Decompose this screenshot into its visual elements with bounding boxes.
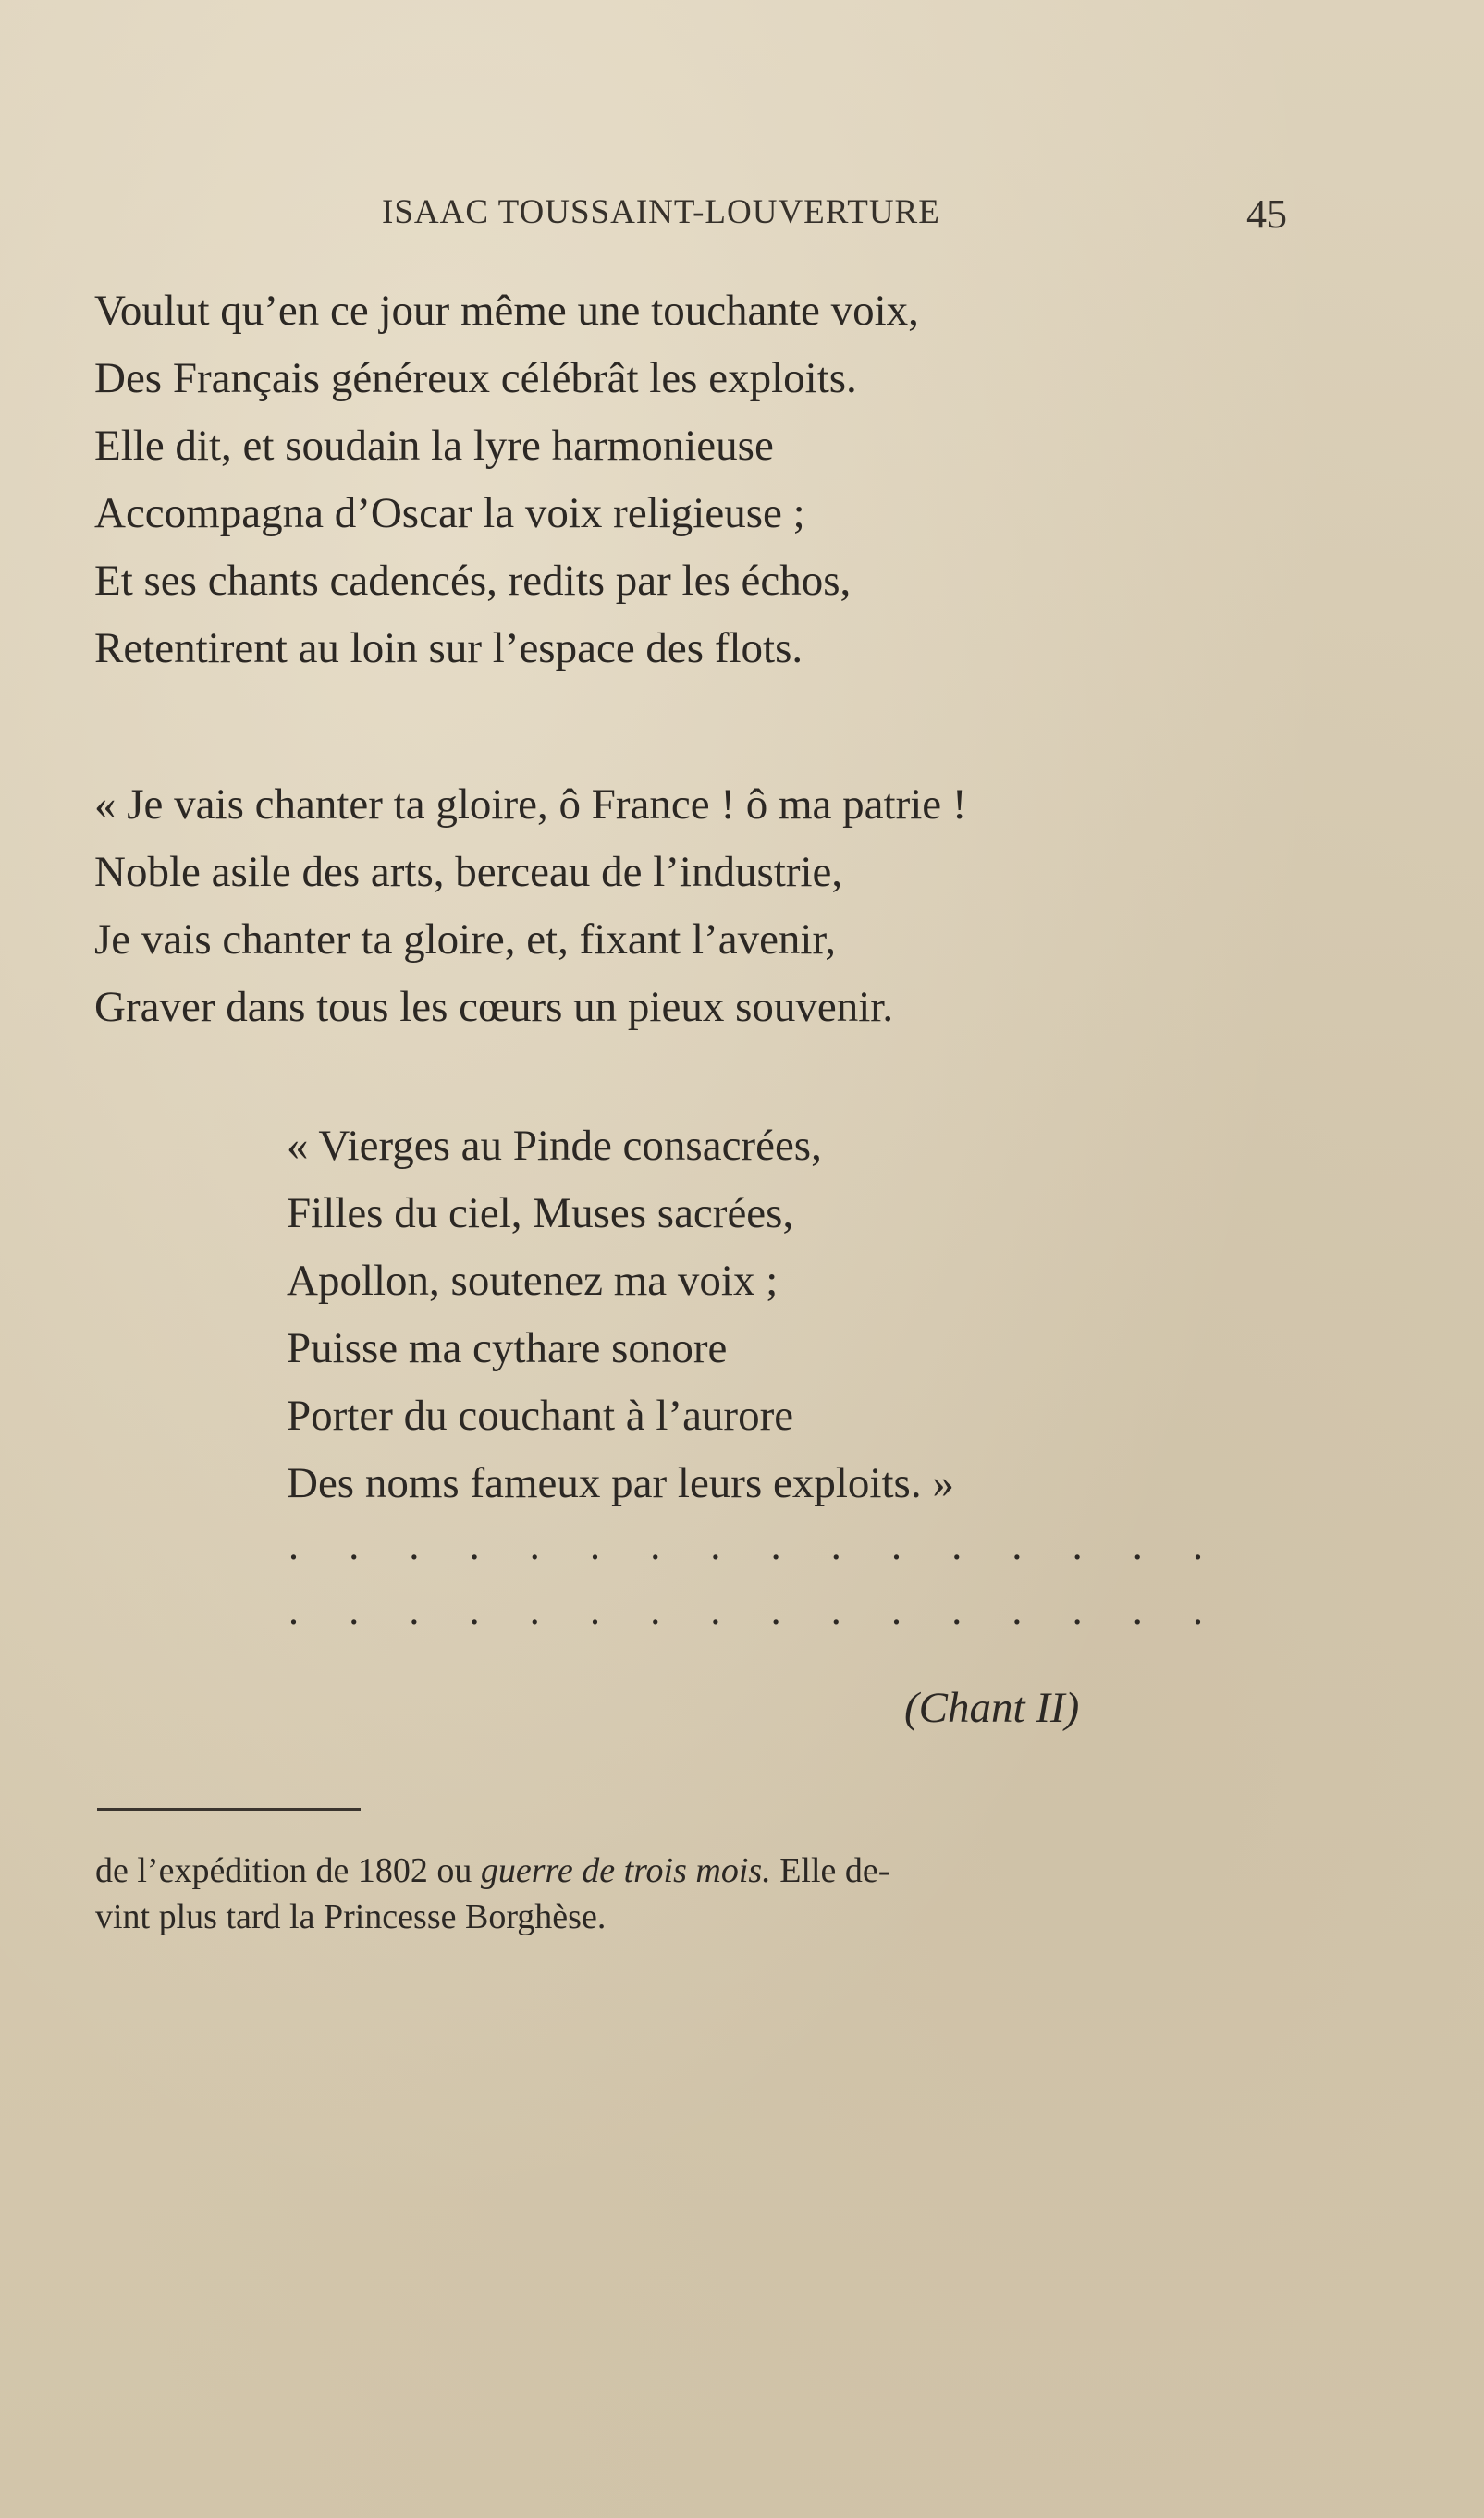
footnote bbox=[95, 1848, 1297, 1940]
page-number: 45 bbox=[1246, 191, 1287, 237]
running-title: ISAAC TOUSSAINT-LOUVERTURE bbox=[382, 193, 940, 231]
verse-line: Graver dans tous les cœurs un pieux souvenir. bbox=[94, 983, 894, 1031]
verse-line: Et ses chants cadencés, redits par les échos, bbox=[94, 557, 852, 605]
footnote-text-end: Elle de- bbox=[779, 1851, 890, 1890]
footnote-line-1 bbox=[95, 1848, 1294, 1894]
verse-line: Accompagna d’Oscar la voix religieuse ; bbox=[94, 489, 805, 537]
ellipsis-row: . . . . . . . . . . . . . . . . bbox=[288, 1523, 1223, 1568]
verse-line: Porter du couchant à l’aurore bbox=[287, 1392, 794, 1440]
verse-line: Je vais chanter ta gloire, et, fixant l’avenir, bbox=[94, 915, 837, 964]
verse-line: Des Français généreux célébrât les exploits. bbox=[94, 354, 857, 402]
footnote-divider bbox=[97, 1808, 361, 1811]
verse-line: Elle dit, et soudain la lyre harmonieuse bbox=[94, 422, 774, 470]
poem-stanza-1 bbox=[94, 277, 919, 682]
footnote-line-2: vint plus tard la Princesse Borghèse. bbox=[95, 1898, 607, 1936]
footnote-italic-phrase: guerre de trois mois. bbox=[480, 1851, 771, 1890]
verse-line: Voulut qu’en ce jour même une touchante voix, bbox=[94, 287, 919, 335]
verse-line: « Vierges au Pinde consacrées, bbox=[287, 1122, 822, 1170]
footnote-text bbox=[95, 1851, 771, 1890]
ellipsis-row: . . . . . . . . . . . . . . . . bbox=[288, 1588, 1223, 1633]
verse-line: Retentirent au loin sur l’espace des flots. bbox=[94, 624, 803, 672]
footnote-text-start: de l’expédition de 1802 ou bbox=[95, 1851, 481, 1890]
verse-line: Filles du ciel, Muses sacrées, bbox=[287, 1189, 794, 1237]
poem-stanza-3 bbox=[287, 1112, 954, 1517]
verse-line: « Je vais chanter ta gloire, ô France ! ô ma patrie ! bbox=[94, 780, 967, 829]
poem-stanza-2 bbox=[94, 771, 967, 1041]
verse-line: Apollon, soutenez ma voix ; bbox=[287, 1257, 779, 1305]
chant-attribution: (Chant II) bbox=[904, 1684, 1080, 1732]
verse-line: Noble asile des arts, berceau de l’industrie, bbox=[94, 848, 843, 896]
verse-line: Puisse ma cythare sonore bbox=[287, 1324, 728, 1372]
verse-line: Des noms fameux par leurs exploits. » bbox=[287, 1459, 954, 1507]
